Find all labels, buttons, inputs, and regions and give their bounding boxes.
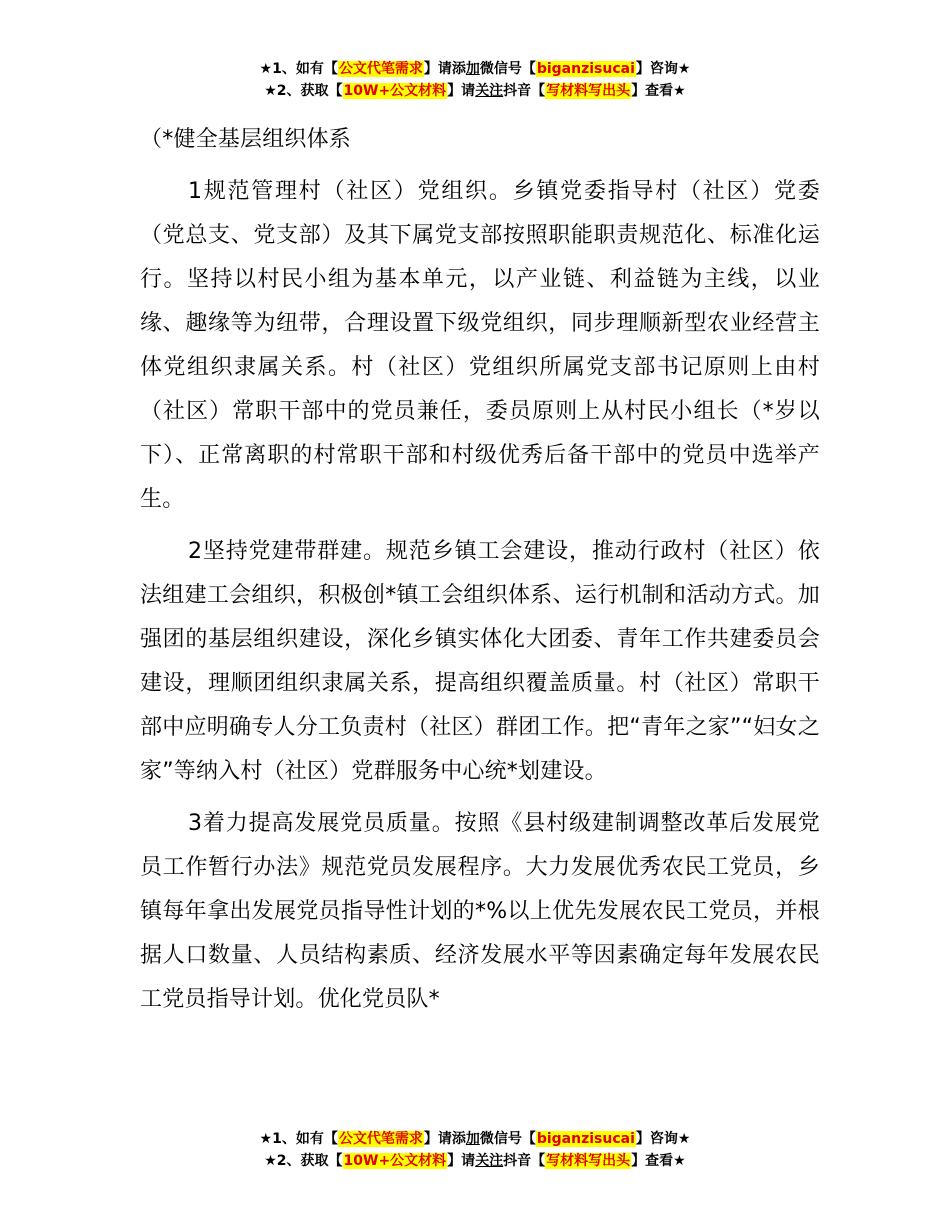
banner-text: 】查看★ bbox=[631, 83, 686, 99]
banner-text: 】咨询★ bbox=[635, 1131, 691, 1147]
banner-line-1 bbox=[0, 58, 950, 80]
banner-line-1 bbox=[0, 1128, 950, 1150]
highlight-materials: 10W+公文材料 bbox=[343, 83, 447, 99]
banner-text: ★1、如有【 bbox=[259, 61, 338, 77]
highlight-service: 公文代笔需求 bbox=[338, 61, 423, 77]
banner-text: ★2、获取【 bbox=[264, 83, 343, 99]
highlight-wechat-id: biganzisucai bbox=[536, 1131, 635, 1147]
section-heading: （*健全基层组织体系 bbox=[140, 127, 352, 152]
banner-text: 抖音【 bbox=[503, 83, 546, 99]
banner-text: 】咨询★ bbox=[635, 61, 691, 77]
banner-line-2 bbox=[0, 80, 950, 102]
banner-emphasis: 加 bbox=[465, 1131, 480, 1147]
banner-text: 微信号【 bbox=[479, 61, 536, 77]
footer-banner bbox=[0, 1128, 950, 1172]
paragraph-3: 3着力提高发展党员质量。按照《县村级建制调整改革后发展党员工作暂行办法》规范党员发展程序。大力发展优秀农民工党员，乡镇每年拿出发展党员指导性计划的*%以上优先发展农民工党员，并根据人口数量、人员结构素质、经济发展水平等因素确定每年发展农民工党员指导计划。优化党员队* bbox=[140, 811, 820, 1012]
banner-text: 抖音【 bbox=[503, 1153, 546, 1169]
paragraph-2: 2坚持党建带群建。规范乡镇工会建设，推动行政村（社区）依法组建工会组织，积极创*镇工会组织体系、运行机制和活动方式。加强团的基层组织建设，深化乡镇实体化大团委、青年工作共建委员会建设，理顺团组织隶属关系，提高组织覆盖质量。村（社区）常职干部中应明确专人分工负责村（社区）群团工作。把“青年之家”“妇女之家”等纳入村（社区）党群服务中心统*划建设。 bbox=[140, 539, 820, 784]
banner-text: 】请 bbox=[447, 83, 476, 99]
banner-text: 】查看★ bbox=[631, 1153, 686, 1169]
banner-emphasis: 加 bbox=[465, 61, 480, 77]
banner-text: ★1、如有【 bbox=[259, 1131, 338, 1147]
document-body bbox=[140, 118, 820, 1022]
banner-text: 】请 bbox=[447, 1153, 476, 1169]
paragraph-1: 1规范管理村（社区）党组织。乡镇党委指导村（社区）党委（党总支、党支部）及其下属党支部按照职能职责规范化、标准化运行。坚持以村民小组为基本单元，以产业链、利益链为主线，以业缘、趣缘等为纽带，合理设置下级党组织，同步理顺新型农业经营主体党组织隶属关系。村（社区）党组织所属党支部书记原则上由村（社区）常职干部中的党员兼任，委员原则上从村民小组长（*岁以下）、正常离职的村常职干部和村级优秀后备干部中的党员中选举产生。 bbox=[140, 179, 820, 512]
banner-text: ★2、获取【 bbox=[264, 1153, 343, 1169]
header-banner bbox=[0, 58, 950, 102]
highlight-wechat-id: biganzisucai bbox=[536, 61, 635, 77]
highlight-materials: 10W+公文材料 bbox=[343, 1153, 447, 1169]
banner-text: 】请添 bbox=[423, 1131, 466, 1147]
banner-emphasis: 关注 bbox=[475, 1153, 504, 1169]
highlight-douyin-id: 写材料写出头 bbox=[546, 83, 631, 99]
banner-line-2 bbox=[0, 1150, 950, 1172]
highlight-douyin-id: 写材料写出头 bbox=[546, 1153, 631, 1169]
highlight-service: 公文代笔需求 bbox=[338, 1131, 423, 1147]
banner-emphasis: 关注 bbox=[475, 83, 504, 99]
banner-text: 微信号【 bbox=[479, 1131, 536, 1147]
banner-text: 】请添 bbox=[423, 61, 466, 77]
